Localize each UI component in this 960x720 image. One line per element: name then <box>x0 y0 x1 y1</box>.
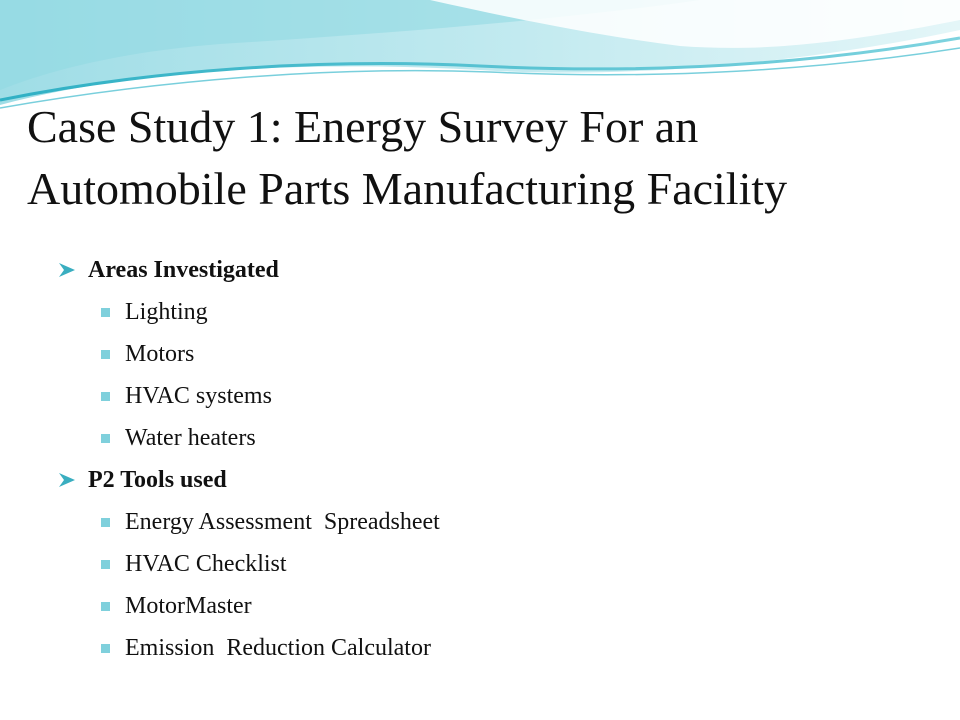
list-item <box>58 417 918 459</box>
list-item-label: MotorMaster <box>125 593 252 619</box>
list-item <box>58 375 918 417</box>
section-heading-tools <box>58 459 918 501</box>
square-bullet-icon <box>101 392 110 401</box>
list-item-label: Energy Assessment Spreadsheet <box>125 509 440 535</box>
title-line-2: Automobile Parts Manufacturing Facility <box>27 163 788 214</box>
list-item-label: Motors <box>125 341 195 367</box>
square-bullet-icon <box>101 560 110 569</box>
list-item <box>58 627 918 669</box>
square-bullet-icon <box>101 518 110 527</box>
section-heading-areas <box>58 249 918 291</box>
arrow-icon <box>58 472 76 488</box>
square-bullet-icon <box>101 644 110 653</box>
list-item <box>58 501 918 543</box>
list-item-label: Emission Reduction Calculator <box>125 635 431 661</box>
section-heading-label: P2 Tools used <box>88 467 227 493</box>
arrow-icon <box>58 262 76 278</box>
list-item <box>58 291 918 333</box>
square-bullet-icon <box>101 308 110 317</box>
square-bullet-icon <box>101 602 110 611</box>
list-item-label: Water heaters <box>125 425 256 451</box>
square-bullet-icon <box>101 350 110 359</box>
square-bullet-icon <box>101 434 110 443</box>
list-item-label: HVAC systems <box>125 383 272 409</box>
list-item-label: Lighting <box>125 299 208 325</box>
title-line-1: Case Study 1: Energy Survey For an <box>27 101 699 152</box>
list-item <box>58 543 918 585</box>
list-item-label: HVAC Checklist <box>125 551 287 577</box>
section-heading-label: Areas Investigated <box>88 257 279 283</box>
bullet-list <box>58 249 918 669</box>
slide-title <box>27 96 937 220</box>
list-item <box>58 585 918 627</box>
list-item <box>58 333 918 375</box>
